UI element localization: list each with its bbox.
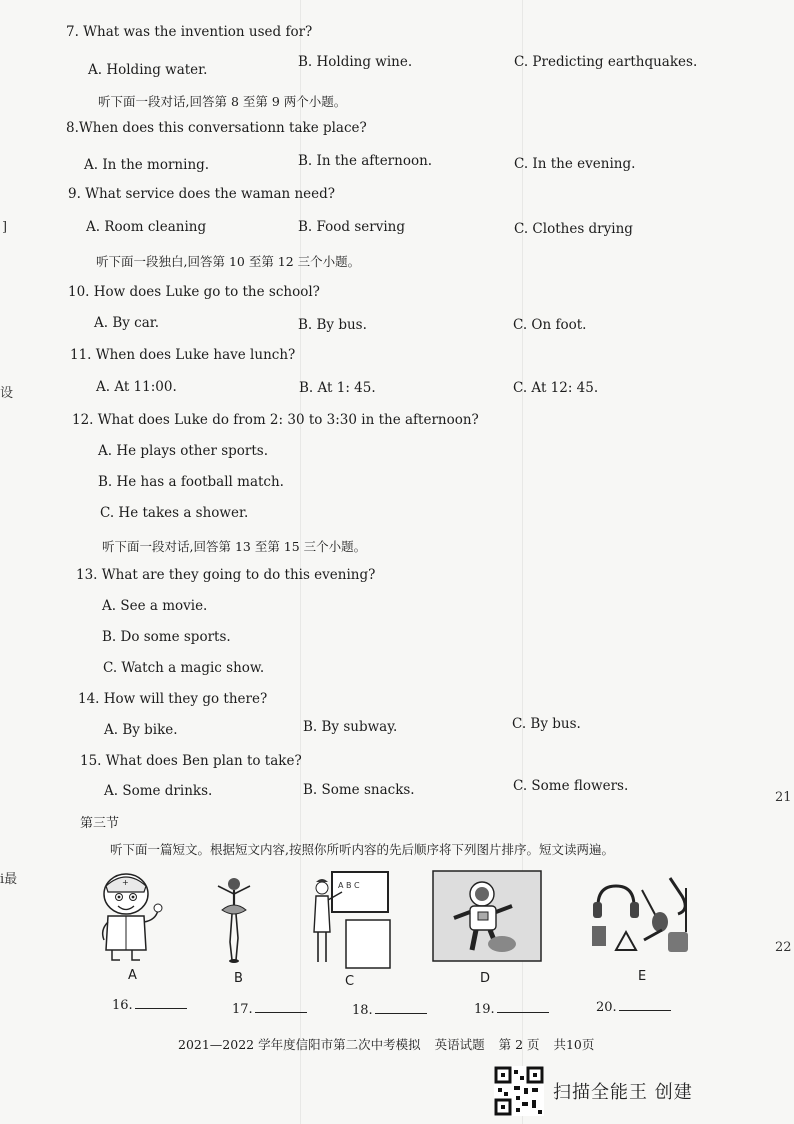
question-12: 12. What does Luke do from 2: 30 to 3:30 in the afternoon? (72, 412, 479, 428)
dancer-picture (208, 874, 258, 966)
answer-blank-17[interactable] (232, 1001, 307, 1017)
astronaut-picture (432, 870, 542, 962)
question-15: 15. What does Ben plan to take? (80, 753, 302, 769)
instruction-q13-15: 听下面一段对话,回答第 13 至第 15 三个小题。 (102, 539, 367, 554)
option-15c: C. Some flowers. (513, 778, 629, 794)
option-11a: A. At 11:00. (96, 379, 177, 395)
blank-number: 19. (474, 1002, 495, 1017)
doctor-picture (96, 870, 164, 962)
option-15b: B. Some snacks. (303, 782, 415, 798)
option-7a: A. Holding water. (88, 62, 208, 78)
section-3-title: 第三节 (80, 816, 120, 831)
question-11: 11. When does Luke have lunch? (70, 347, 296, 363)
option-13a: A. See a movie. (102, 598, 208, 614)
answer-blank-18[interactable] (352, 1002, 427, 1018)
option-14c: C. By bus. (512, 716, 581, 732)
instruments-picture (586, 870, 698, 962)
option-13c: C. Watch a magic show. (103, 660, 265, 676)
option-10a: A. By car. (94, 315, 160, 331)
option-10b: B. By bus. (298, 317, 367, 333)
option-8b: B. In the afternoon. (298, 153, 433, 169)
question-9: 9. What service does the waman need? (68, 186, 336, 202)
blank-line (135, 997, 187, 1009)
svg-text:+: + (122, 878, 129, 887)
teacher-picture (306, 868, 392, 970)
footer-total: 共10页 (553, 1037, 595, 1052)
option-12c: C. He takes a shower. (100, 505, 249, 521)
option-9b: B. Food serving (298, 219, 405, 235)
instruction-q8-9: 听下面一段对话,回答第 8 至第 9 两个小题。 (98, 94, 347, 109)
answer-blank-19[interactable] (474, 1001, 549, 1017)
option-14b: B. By subway. (303, 719, 398, 735)
footer-page: 第 2 页 (498, 1037, 540, 1052)
option-15a: A. Some drinks. (104, 783, 213, 799)
blank-number: 17. (232, 1002, 253, 1017)
option-12a: A. He plays other sports. (98, 443, 269, 459)
section-3-instruction: 听下面一篇短文。根据短文内容,按照你所听内容的先后顺序将下列图片排序。短文读两遍。 (110, 842, 614, 857)
option-8c: C. In the evening. (514, 156, 636, 172)
blank-line (255, 1001, 307, 1013)
option-13b: B. Do some sports. (102, 629, 231, 645)
blank-number: 20. (596, 1000, 617, 1015)
blank-number: 18. (352, 1003, 373, 1018)
option-9c: C. Clothes drying (514, 221, 633, 237)
scanner-watermark: 扫描全能王 创建 (553, 1082, 693, 1103)
answer-blank-16[interactable] (112, 997, 187, 1013)
option-10c: C. On foot. (513, 317, 587, 333)
option-7c: C. Predicting earthquakes. (514, 54, 698, 70)
picture-label-a: A (128, 968, 137, 983)
footer-title: 2021—2022 学年度信阳市第二次中考模拟 (178, 1037, 421, 1052)
question-8: 8.When does this conversationn take place? (66, 120, 367, 136)
option-11b: B. At 1: 45. (299, 380, 376, 396)
picture-label-c: C (345, 974, 355, 989)
question-7: 7. What was the invention used for? (66, 24, 313, 40)
blank-line (619, 999, 671, 1011)
option-9a: A. Room cleaning (86, 219, 207, 235)
blank-line (375, 1002, 427, 1014)
edge-mark: 设 (0, 386, 14, 401)
picture-label-e: E (638, 969, 647, 984)
blank-line (497, 1001, 549, 1013)
picture-label-d: D (480, 971, 491, 986)
board-letters: A B C (338, 881, 360, 890)
edge-mark: 21 (775, 790, 792, 805)
blank-number: 16. (112, 998, 133, 1013)
edge-mark: ] (2, 220, 8, 235)
answer-blank-20[interactable] (596, 999, 671, 1015)
picture-label-b: B (234, 971, 243, 986)
option-8a: A. In the morning. (84, 157, 210, 173)
option-7b: B. Holding wine. (298, 54, 413, 70)
option-14a: A. By bike. (104, 722, 178, 738)
edge-mark: 22 (775, 940, 792, 955)
question-14: 14. How will they go there? (78, 691, 268, 707)
instruction-q10-12: 听下面一段独白,回答第 10 至第 12 三个小题。 (96, 254, 361, 269)
question-10: 10. How does Luke go to the school? (68, 284, 320, 300)
edge-mark: i最 (0, 872, 18, 887)
page-footer (178, 1035, 604, 1053)
option-12b: B. He has a football match. (98, 474, 284, 490)
question-13: 13. What are they going to do this evening? (76, 567, 376, 583)
footer-subject: 英语试题 (434, 1037, 485, 1052)
qr-code-icon (494, 1066, 544, 1116)
option-11c: C. At 12: 45. (513, 380, 599, 396)
